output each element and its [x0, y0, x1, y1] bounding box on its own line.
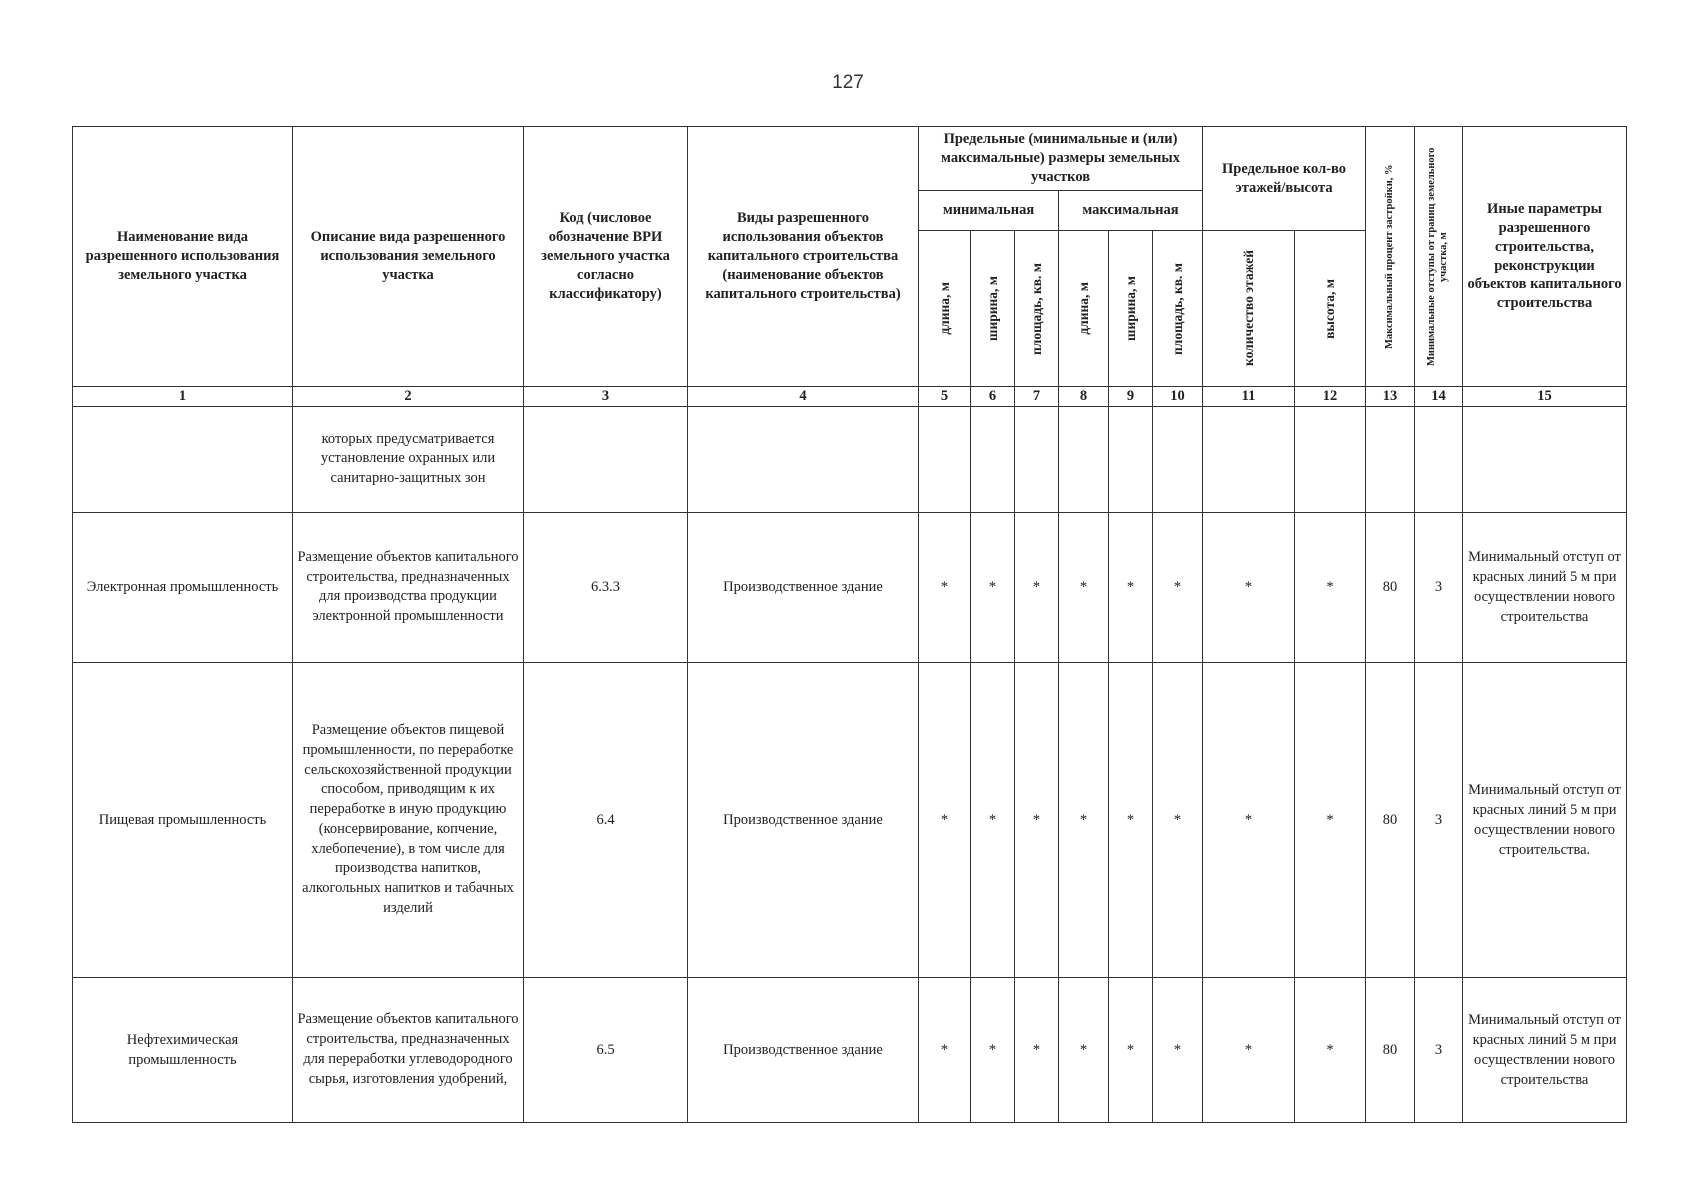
cell-c8: *	[1059, 977, 1109, 1122]
cell-c10	[1153, 406, 1203, 512]
cell-c7: *	[1015, 662, 1059, 977]
table-row	[73, 977, 1627, 1122]
col-number: 13	[1366, 387, 1415, 407]
col-number: 6	[971, 387, 1015, 407]
cell-c9: *	[1109, 662, 1153, 977]
cell-c10: *	[1153, 512, 1203, 662]
header-area-max: площадь, кв. м	[1169, 262, 1185, 355]
cell-c8	[1059, 406, 1109, 512]
cell-code	[524, 406, 688, 512]
cell-c7	[1015, 406, 1059, 512]
cell-name: Электронная промышленность	[73, 512, 293, 662]
cell-c11	[1203, 406, 1295, 512]
cell-c5: *	[919, 662, 971, 977]
header-max: максимальная	[1059, 191, 1203, 231]
header-col13	[1366, 127, 1415, 387]
cell-c11: *	[1203, 662, 1295, 977]
cell-description: Размещение объектов пищевой промышленности, по переработке сельскохозяйственной продукции способом, приводящим к их переработке в иную продукцию (консервирование, копчение, хлебопечение), в том числе для производства напитков, алкогольных напитков и табачных изделий	[293, 662, 524, 977]
header-col12	[1295, 231, 1366, 387]
col-number: 8	[1059, 387, 1109, 407]
col-number: 5	[919, 387, 971, 407]
col-number: 11	[1203, 387, 1295, 407]
cell-c14: 3	[1415, 662, 1463, 977]
cell-c9: *	[1109, 512, 1153, 662]
cell-objects: Производственное здание	[688, 977, 919, 1122]
header-other: Иные параметры разрешенного строительства, реконструкции объектов капитального строительства	[1463, 127, 1627, 387]
cell-c13: 80	[1366, 977, 1415, 1122]
cell-name: Нефтехимическая промышленность	[73, 977, 293, 1122]
cell-c13	[1366, 406, 1415, 512]
header-name: Наименование вида разрешенного использования земельного участка	[73, 127, 293, 387]
cell-c14	[1415, 406, 1463, 512]
header-min-offset: Минимальные отступы от границ земельного участка, м	[1426, 147, 1450, 366]
header-col14	[1415, 127, 1463, 387]
col-number: 2	[293, 387, 524, 407]
cell-code: 6.5	[524, 977, 688, 1122]
cell-other: Минимальный отступ от красных линий 5 м при осуществлении нового строительства	[1463, 512, 1627, 662]
cell-c5	[919, 406, 971, 512]
cell-c6: *	[971, 977, 1015, 1122]
cell-description: Размещение объектов капитального строительства, предназначенных для переработки углеводородного сырья, изготовления удобрений,	[293, 977, 524, 1122]
cell-c13: 80	[1366, 512, 1415, 662]
header-length-max: длина, м	[1075, 282, 1091, 335]
cell-c12: *	[1295, 977, 1366, 1122]
cell-other	[1463, 406, 1627, 512]
header-sizes: Предельные (минимальные и (или) максимальные) размеры земельных участков	[919, 127, 1203, 191]
cell-c6	[971, 406, 1015, 512]
cell-c12: *	[1295, 662, 1366, 977]
cell-c12	[1295, 406, 1366, 512]
col-number: 15	[1463, 387, 1627, 407]
table-row	[73, 662, 1627, 977]
table-row	[73, 512, 1627, 662]
cell-c9	[1109, 406, 1153, 512]
cell-c8: *	[1059, 512, 1109, 662]
col-number: 1	[73, 387, 293, 407]
cell-c7: *	[1015, 977, 1059, 1122]
cell-c11: *	[1203, 512, 1295, 662]
header-col9	[1109, 231, 1153, 387]
header-col8	[1059, 231, 1109, 387]
header-floors: Предельное кол-во этажей/высота	[1203, 127, 1366, 231]
header-min: минимальная	[919, 191, 1059, 231]
cell-c10: *	[1153, 977, 1203, 1122]
col-number: 9	[1109, 387, 1153, 407]
cell-objects	[688, 406, 919, 512]
header-max-percent: Максимальный процент застройки, %	[1383, 164, 1395, 349]
cell-code: 6.4	[524, 662, 688, 977]
header-col7	[1015, 231, 1059, 387]
header-floor-count: количество этажей	[1240, 250, 1256, 367]
header-col11	[1203, 231, 1295, 387]
cell-c8: *	[1059, 662, 1109, 977]
header-area-min: площадь, кв. м	[1028, 262, 1044, 355]
cell-c6: *	[971, 512, 1015, 662]
col-number: 12	[1295, 387, 1366, 407]
cell-description: которых предусматривается установление охранных или санитарно-защитных зон	[293, 406, 524, 512]
header-width-min: ширина, м	[984, 276, 1000, 341]
header-width-max: ширина, м	[1122, 276, 1138, 341]
header-height: высота, м	[1322, 278, 1338, 339]
col-number: 10	[1153, 387, 1203, 407]
cell-c5: *	[919, 977, 971, 1122]
cell-c14: 3	[1415, 977, 1463, 1122]
page-number: 127	[832, 72, 864, 93]
col-number: 7	[1015, 387, 1059, 407]
col-number: 4	[688, 387, 919, 407]
cell-c10: *	[1153, 662, 1203, 977]
cell-description: Размещение объектов капитального строительства, предназначенных для производства продукции электронной промышленности	[293, 512, 524, 662]
col-number: 3	[524, 387, 688, 407]
header-length-min: длина, м	[936, 282, 952, 335]
cell-objects: Производственное здание	[688, 662, 919, 977]
col-number: 14	[1415, 387, 1463, 407]
cell-c13: 80	[1366, 662, 1415, 977]
cell-other: Минимальный отступ от красных линий 5 м при осуществлении нового строительства	[1463, 977, 1627, 1122]
cell-c6: *	[971, 662, 1015, 977]
cell-other: Минимальный отступ от красных линий 5 м при осуществлении нового строительства.	[1463, 662, 1627, 977]
cell-name: Пищевая промышленность	[73, 662, 293, 977]
cell-c11: *	[1203, 977, 1295, 1122]
cell-name	[73, 406, 293, 512]
header-col5	[919, 231, 971, 387]
cell-c14: 3	[1415, 512, 1463, 662]
zoning-table	[72, 126, 1627, 1123]
header-col10	[1153, 231, 1203, 387]
table-row	[73, 406, 1627, 512]
header-col6	[971, 231, 1015, 387]
cell-c5: *	[919, 512, 971, 662]
cell-c9: *	[1109, 977, 1153, 1122]
column-number-row	[73, 387, 1627, 407]
cell-c12: *	[1295, 512, 1366, 662]
header-objects: Виды разрешенного использования объектов капитального строительства (наименование объектов капитального строительства)	[688, 127, 919, 387]
header-row-1	[73, 127, 1627, 191]
cell-c7: *	[1015, 512, 1059, 662]
cell-code: 6.3.3	[524, 512, 688, 662]
header-description: Описание вида разрешенного использования земельного участка	[293, 127, 524, 387]
cell-objects: Производственное здание	[688, 512, 919, 662]
header-code: Код (числовое обозначение ВРИ земельного участка согласно классификатору)	[524, 127, 688, 387]
